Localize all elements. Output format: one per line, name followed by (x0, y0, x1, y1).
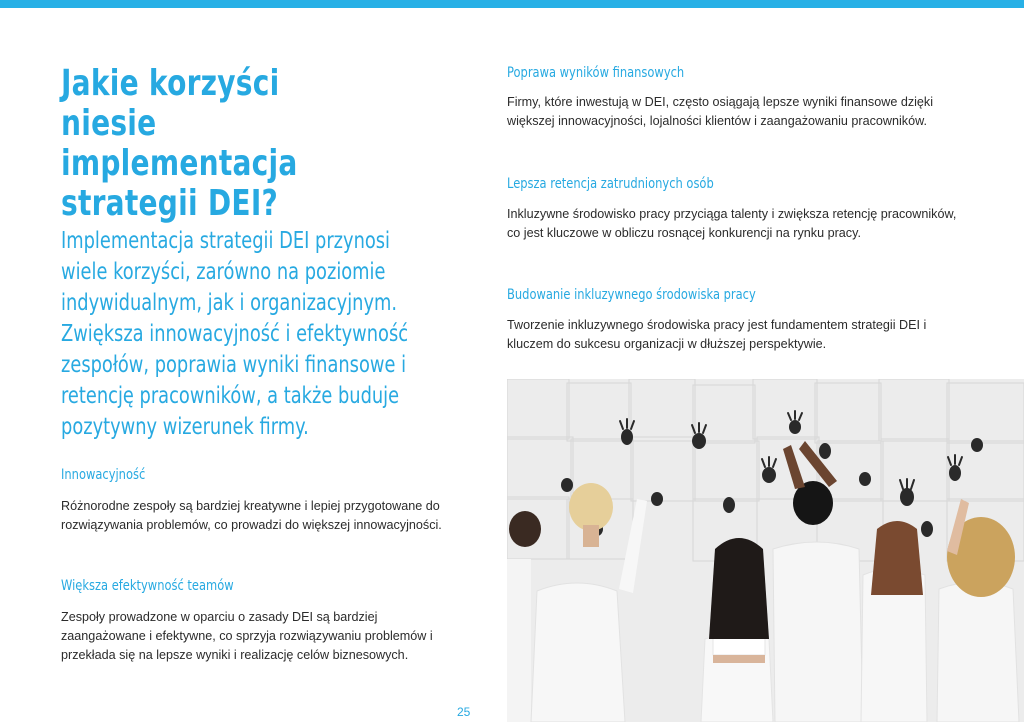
section-heading-inkluzywne-srodowisko: Budowanie inkluzywnego środowiska pracy (507, 287, 756, 303)
section-heading-innowacyjnosc: Innowacyjność (61, 467, 146, 483)
page-number: 25 (457, 705, 471, 719)
lead-paragraph: Implementacja strategii DEI przynosi wiele korzyści, zarówno na poziomie indywidualnym, jak i organizacyjnym. Zwiększa innowacyjność i efektywność zespołów, poprawia wyniki finansowe i retencję pracowników, a także buduje pozytywny wizerunek firmy. (61, 228, 409, 440)
section-body-retencja: Inkluzywne środowisko pracy przyciąga talenty i zwiększa retencję pracowników, co jest kluczowe w obliczu rosnącej konkurencji na rynku pracy. (507, 207, 957, 240)
top-accent-bar (0, 0, 1024, 8)
page-title: Jakie korzyści niesie implementacja strategii DEI? (61, 63, 298, 224)
photo-handprints-wall (507, 379, 1024, 722)
section-body-inkluzywne-srodowisko: Tworzenie inkluzywnego środowiska pracy jest fundamentem strategii DEI i kluczem do sukcesu organizacji w dłuższej perspektywie. (507, 318, 927, 351)
section-body-efektywnosc: Zespoły prowadzone w oparciu o zasady DEI są bardziej zaangażowane i efektywne, co sprzyja rozwiązywaniu problemów i przekłada się na lepsze wyniki i realizację celów biznesowych. (61, 610, 433, 662)
section-heading-wyniki-finansowe: Poprawa wyników finansowych (507, 65, 685, 81)
section-heading-retencja: Lepsza retencja zatrudnionych osób (507, 176, 714, 192)
section-body-innowacyjnosc: Różnorodne zespoły są bardziej kreatywne i lepiej przygotowane do rozwiązywania problemów, co prowadzi do większej innowacyjności. (61, 499, 442, 532)
section-heading-efektywnosc: Większa efektywność teamów (61, 578, 234, 594)
section-body-wyniki-finansowe: Firmy, które inwestują w DEI, często osiągają lepsze wyniki finansowe dzięki większej innowacyjności, lojalności klientów i zaangażowaniu pracowników. (507, 95, 934, 128)
